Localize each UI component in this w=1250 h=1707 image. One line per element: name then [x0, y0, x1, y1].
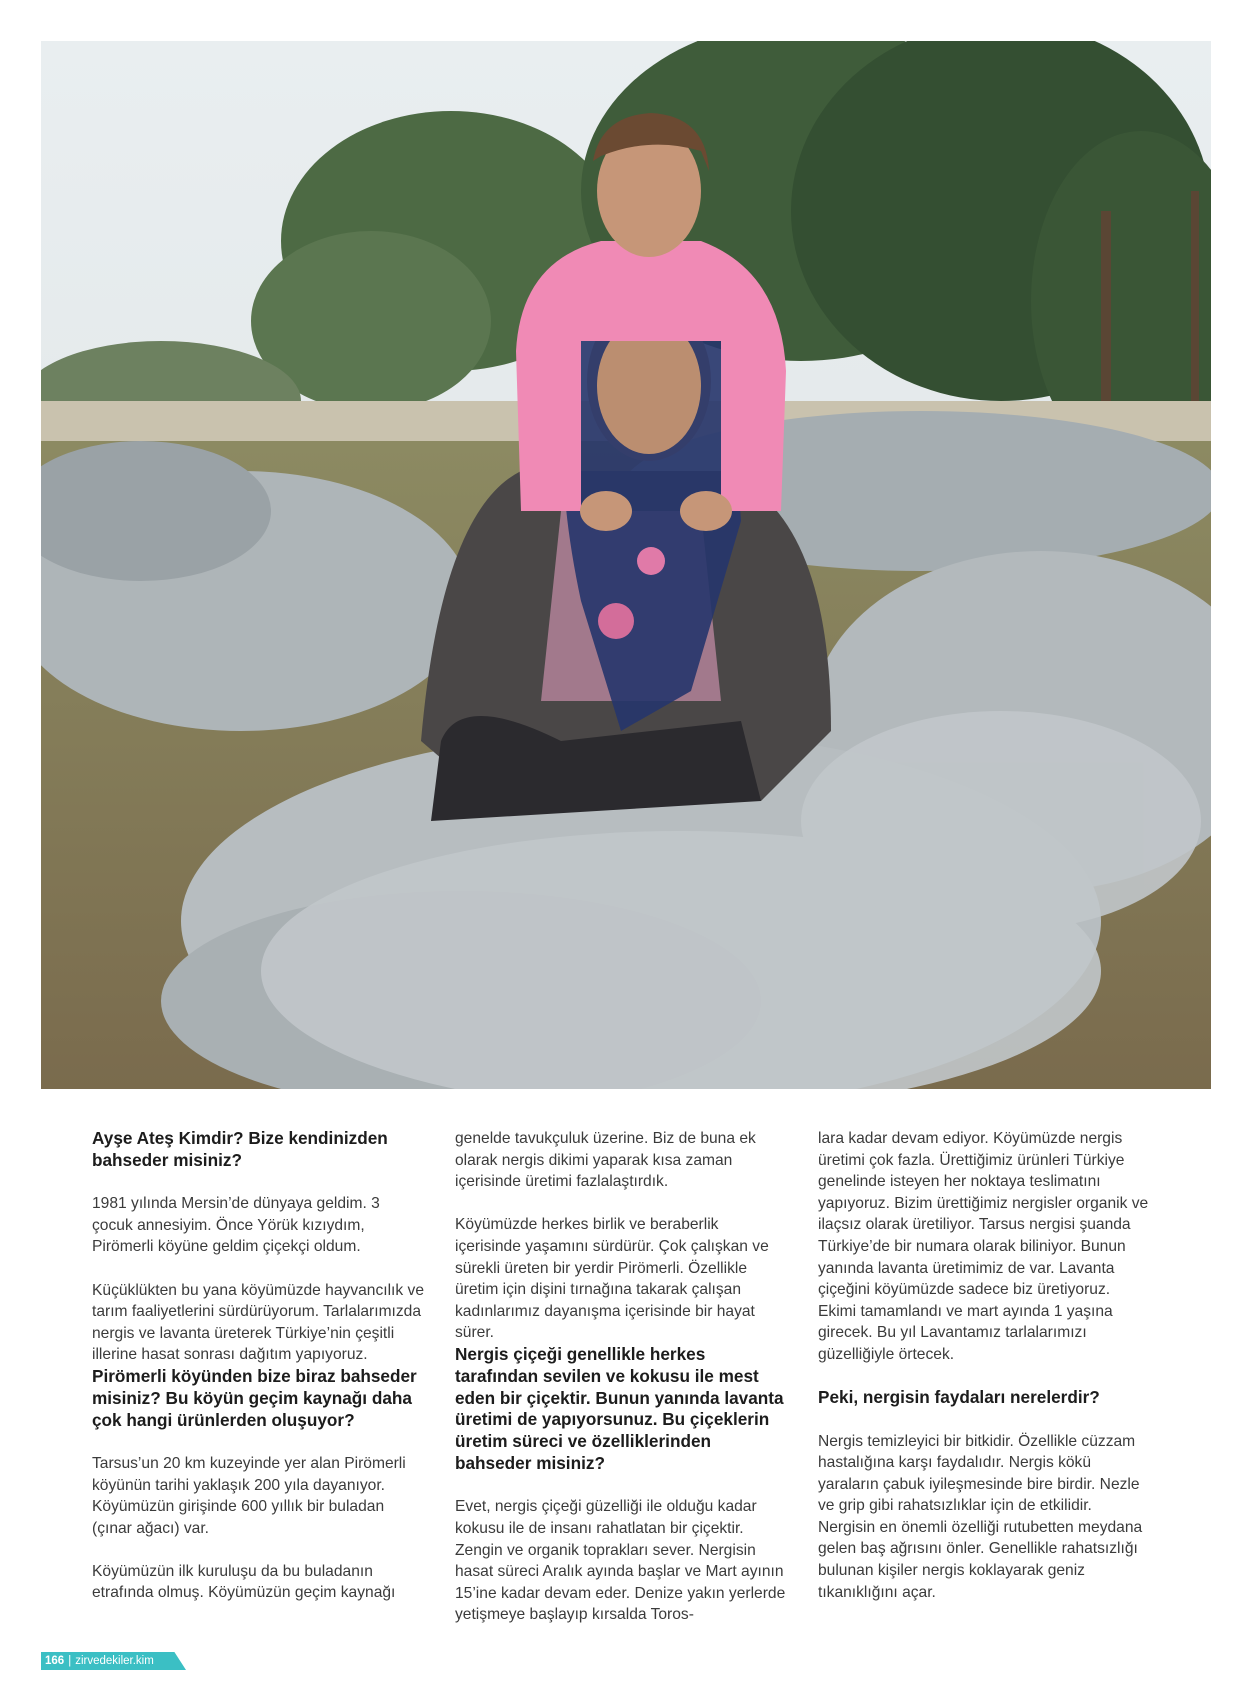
- answer-paragraph: Köyümüzün ilk kuruluşu da bu buladanın etrafında olmuş. Köyümüzün geçim kaynağı: [92, 1562, 396, 1602]
- page-number: 166: [45, 1655, 65, 1667]
- answer-paragraph: Nergis temizleyici bir bitkidir. Özellikle cüzzam hastalığına karşı faydalıdır. Nergis kökü yaraların çabuk iyileşmesinde bire birdir. Nezle ve grip gibi rahatsızlıklar için de etkilidir. Nergisin en önemli özelliği rutubetten meydana gelen baş ağrısını önler. Genellikle rahatsızlığı bulunan kişiler nergis koklayarak geniz tıkanıklığını açar.: [818, 1432, 1143, 1601]
- question-narcissus-lavender: Nergis çiçeği genellikle herkes tarafından sevilen ve kokusu ile mest eden bir çiçektir. Bunun yanında lavanta üretimi de yapıyorsunuz. Bu çiçeklerin üretim süreci ve özelliklerinden bahseder misiniz?: [455, 1343, 784, 1473]
- answer-paragraph: 1981 yılında Mersin’de dünyaya geldim. 3 çocuk annesiyim. Önce Yörük kızıydım, Pirömerli köyüne geldim çiçekçi oldum.: [92, 1195, 380, 1256]
- question-who-is-ayse: Ayşe Ateş Kimdir? Bize kendinizden bahseder misiniz?: [92, 1128, 388, 1170]
- footer-site-link[interactable]: zirvedekiler.kim: [75, 1655, 154, 1667]
- question-about-village: Pirömerli köyünden bize biraz bahseder misiniz? Bu köyün geçim kaynağı daha çok hangi ürünlerden oluşuyor?: [92, 1365, 417, 1430]
- answer-paragraph: Köyümüzde herkes birlik ve beraberlik içerisinde yaşamını sürdürür. Çok çalışkan ve sürekli üreten bir yerdir Pirömerli. Özellikle üretim için dişini tırnağına takarak çalışan kadınlarımız dayanışma içerisinde bir hayat sürer.: [455, 1216, 769, 1342]
- hero-photo: [41, 41, 1211, 1089]
- column-3: [818, 1128, 1150, 1603]
- answer-paragraph: Küçüklükten bu yana köyümüzde hayvancılık ve tarım faaliyetlerini sürdürüyorum. Tarlalarımızda nergis ve lavanta üreterek Türkiye’nin çeşitli illerine hasat sonrası dağıtım yapıyoruz.: [92, 1281, 424, 1364]
- photo-illustration: [41, 41, 1211, 1089]
- footer-separator: |: [68, 1655, 72, 1667]
- answer-paragraph: lara kadar devam ediyor. Köyümüzde nergis üretimi çok fazla. Ürettiğimiz ürünleri Türkiye genelinde isteyen her noktaya teslimatını yapıyoruz. Bizim ürettiğimiz nergisler organik ve ilaçsız olarak üretiliyor. Tarsus nergisi şuanda Türkiye’de bir numara olarak biliniyor. Bunun yanında lavanta üretimimiz de var. Lavanta çiçeğini köyümüzde sadece biz üretiyoruz. Ekimi tamamlandı ve mart ayında 1 yaşına girecek. Bu yıl Lavantamız tarlalarımızı güzelliğiyle örtecek.: [818, 1130, 1149, 1363]
- page-footer: [41, 1652, 154, 1670]
- answer-paragraph: Tarsus’un 20 km kuzeyinde yer alan Pirömerli köyünün tarihi yaklaşık 200 yıla dayanıyor. Köyümüzün girişinde 600 yıllık bir buladan (çınar ağacı) var.: [92, 1454, 406, 1537]
- column-2: [455, 1128, 787, 1626]
- answer-paragraph: Evet, nergis çiçeği güzelliği ile olduğu kadar kokusu ile de insanı rahatlatan bir çiçektir. Zengin ve organik toprakları sever. Nergisin hasat süreci Aralık ayında başlar ve Mart ayının 15’ine kadar devam eder. Denize yakın yerlerde yetişmeye başlayıp kırsalda Toros-: [455, 1498, 786, 1624]
- column-1: [92, 1128, 424, 1604]
- question-narcissus-benefits: Peki, nergisin faydaları nerelerdir?: [818, 1387, 1100, 1408]
- answer-paragraph: genelde tavukçuluk üzerine. Biz de buna ek olarak nergis dikimi yaparak kısa zaman içerisinde üretimi fazlalaştırdık.: [455, 1130, 756, 1191]
